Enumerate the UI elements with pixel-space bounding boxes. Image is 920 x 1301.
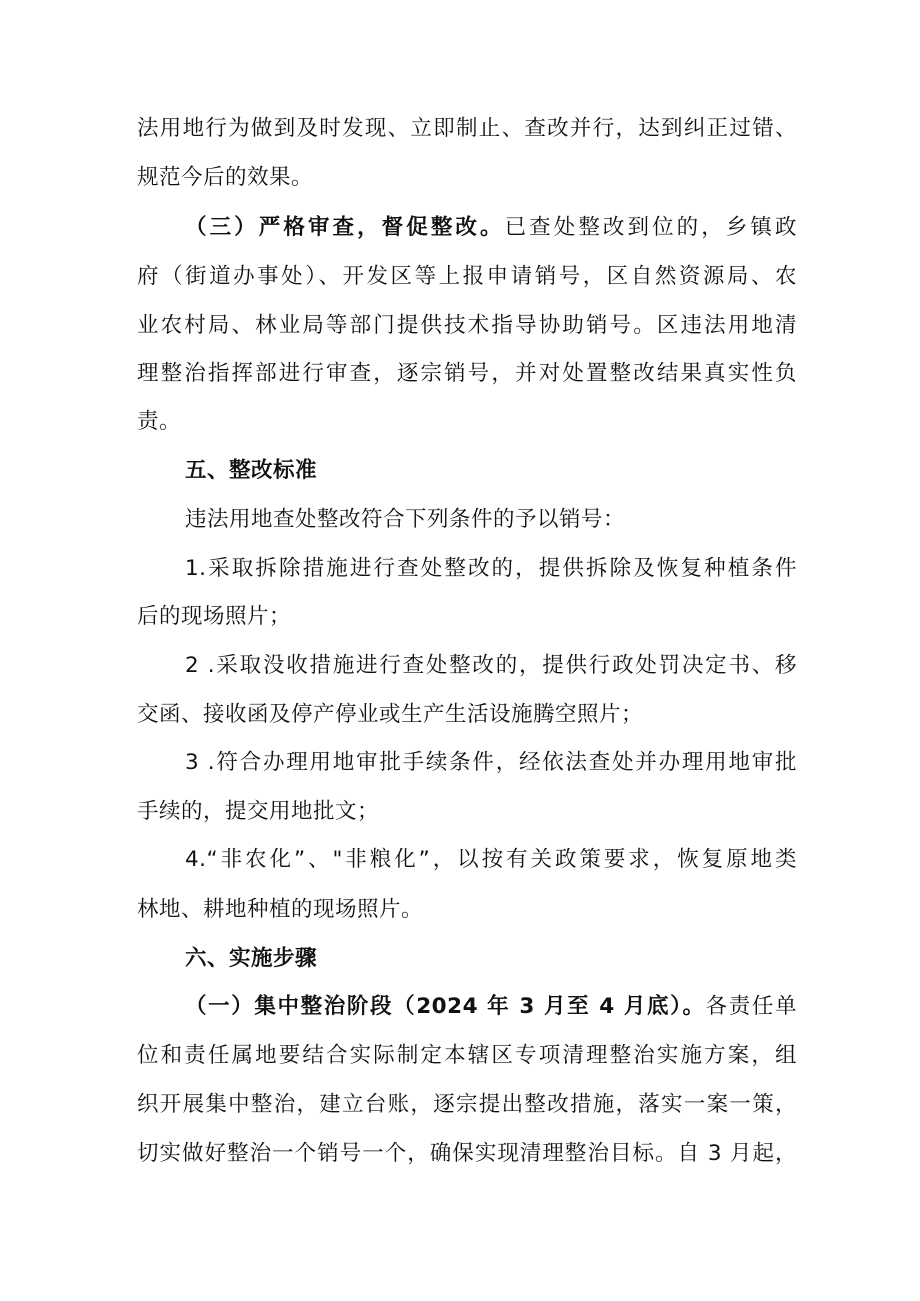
body-line: 府（街道办事处）、开发区等上报申请销号，区自然资源局、农 — [137, 264, 797, 289]
body-line: （三）严格审查，督促整改。已查处整改到位的，乡镇政 — [185, 215, 797, 240]
section-heading: 六、实施步骤 — [185, 946, 318, 971]
list-item-line: 交函、接收函及停产停业或生产生活设施腾空照片； — [137, 702, 644, 727]
body-line: 理整治指挥部进行审查，逐宗销号，并对处置整改结果真实性负 — [137, 361, 797, 386]
inline-heading: （三）严格审查，督促整改。 — [185, 215, 505, 240]
body-line: 位和责任属地要结合实际制定本辖区专项清理整治实施方案，组 — [137, 1043, 797, 1068]
list-item-line: 手续的，提交用地批文； — [137, 799, 380, 824]
body-line: 规范今后的效果。 — [137, 165, 314, 190]
list-item-line: 林地、耕地种植的现场照片。 — [137, 897, 424, 922]
body-line: 业农村局、林业局等部门提供技术指导协助销号。区违法用地清 — [137, 313, 797, 338]
list-item-line: 1.采取拆除措施进行查处整改的，提供拆除及恢复种植条件 — [185, 556, 797, 581]
list-item-line: 2 .采取没收措施进行查处整改的，提供行政处罚决定书、移 — [185, 653, 797, 678]
section-heading: 五、整改标准 — [185, 458, 318, 483]
body-line: 织开展集中整治，建立台账，逐宗提出整改措施，落实一案一策， — [137, 1092, 797, 1117]
body-line: 法用地行为做到及时发现、立即制止、查改并行，达到纠正过错、 — [137, 116, 797, 141]
body-line: （一）集中整治阶段（2024 年 3 月至 4 月底）。各责任单 — [185, 994, 797, 1019]
body-line: 切实做好整治一个销号一个，确保实现清理整治目标。自 3 月起， — [137, 1141, 797, 1166]
body-line: 责。 — [137, 409, 182, 434]
body-line: 违法用地查处整改符合下列条件的予以销号： — [185, 507, 626, 532]
inline-heading: （一）集中整治阶段（2024 年 3 月至 4 月底）。 — [185, 994, 706, 1019]
list-item-line: 3 .符合办理用地审批手续条件，经依法查处并办理用地审批 — [185, 750, 797, 775]
list-item-line: 后的现场照片； — [137, 604, 292, 629]
list-item-line: 4.“非农化”、"非粮化”，以按有关政策要求，恢复原地类 — [185, 847, 797, 872]
